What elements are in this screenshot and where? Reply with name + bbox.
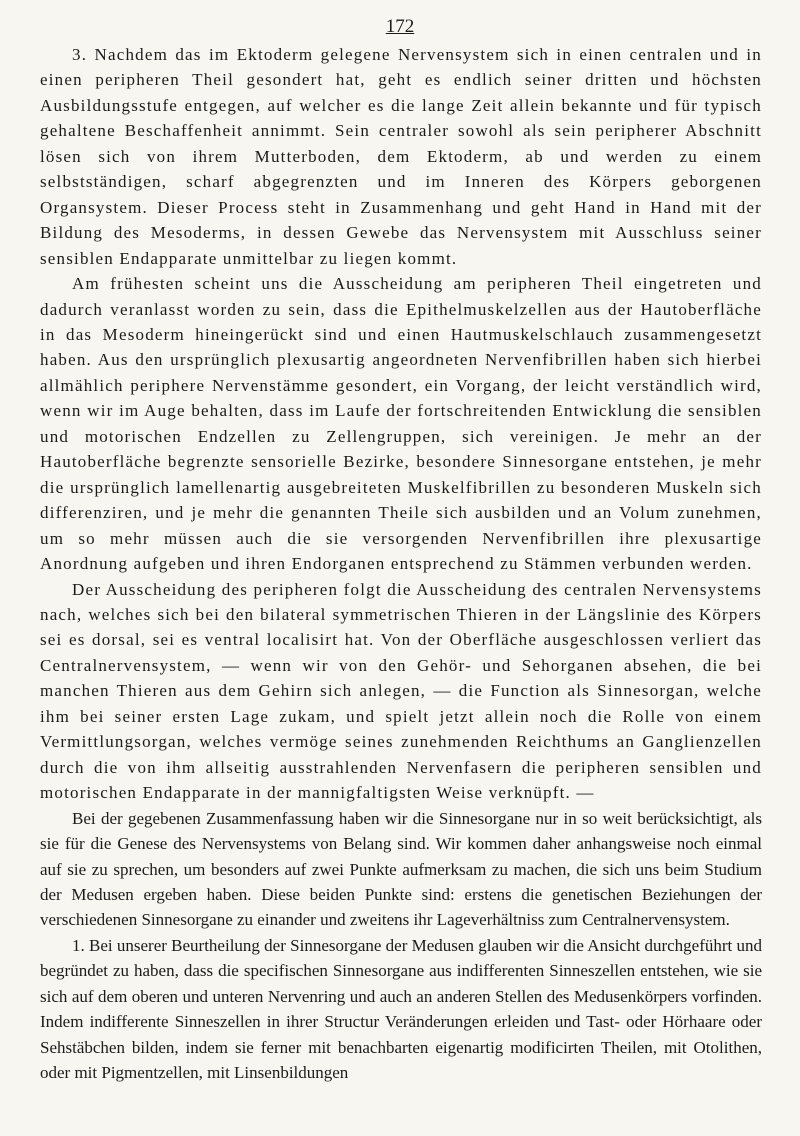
paragraph-central-separation: Der Ausscheidung des peripheren folgt die Ausscheidung des centralen Nervensystems nach, welches sich bei den bilateral symmetrischen Thieren in der Längslinie des Körpers sei es dorsal, sei es ventral localisirt hat. Von der Oberfläche ausgeschlossen verliert das Centralnervensystem, — wenn wir von den Gehör- und Sehorganen absehen, die bei manchen Thieren aus dem Gehirn sich anlegen, — die Function als Sinnesorgan, welche ihm bei seiner ersten Lage zukam, und spielt jetzt allein noch die Rolle von einem Vermittlungsorgan, welches vermöge seines zunehmenden Reichthums an Ganglienzellen durch die von ihm allseitig ausstrahlenden Nervenfasern die peripheren sensiblen und motorischen Endapparate in der mannigfaltigsten Weise verknüpft. — [40,579,762,803]
page-number: 172 [385,16,415,37]
paragraph-peripheral-separation: Am frühesten scheint uns die Ausscheidung am peripheren Theil eingetreten und dadurch veranlasst worden zu sein, dass die Epithelmuskelzellen aus der Hautoberfläche in das Mesoderm hineingerückt sind und einen Hautmuskelschlauch zusammengesetzt haben. Aus den ursprünglich plexusartig angeordneten Nervenfibrillen haben sich hierbei allmählich periphere Nervenstämme gesondert, ein Vorgang, der leicht verständlich wird, wenn wir im Auge behalten, dass im Laufe der fortschreitenden Entwicklung die sensiblen und motorischen Endzellen zu Zellengruppen, sich vereinigen. Je mehr an der Hautoberfläche begrenzte sensorielle Bezirke, besondere Sinnesorgane entstehen, je mehr die ursprünglich lamellenartig ausgebreiteten Muskelfibrillen zu besonderen Muskeln sich differenziren, und je mehr die genannten Theile sich ausbilden und an Volum zunehmen, um so mehr müssen auch die sie versorgenden Nervenfibrillen ihre plexusartige Anordnung aufgeben und ihren Endorganen entsprechend zu Stämmen verbunden werden. [40,274,762,574]
paragraph-nervous-system-third-stage: 3. Nachdem das im Ektoderm gelegene Nervensystem sich in einen centralen und in einen peripheren Theil gesondert hat, geht es endlich seiner dritten und höchsten Ausbildungsstufe entgegen, auf welcher es die lange Zeit allein bekannte und für typisch gehaltene Beschaffenheit annimmt. Sein centraler sowohl als sein peripherer Abschnitt lösen sich von ihrem Mutterboden, dem Ektoderm, ab und werden zu einem selbstständigen, scharf abgegrenzten und im Inneren des Körpers geborgenen Organsystem. Dieser Process steht in Zusammenhang und geht Hand in Hand mit der Bildung des Mesoderms, in dessen Gewebe das Nervensystem mit Ausschluss seiner sensiblen Endapparate unmittelbar zu liegen kommt. [40,45,762,268]
paragraph-medusa-sense-organs: 1. Bei unserer Beurtheilung der Sinnesorgane der Medusen glauben wir die Ansicht durchgeführt und begründet zu haben, dass die specifischen Sinnesorgane aus indifferenten Sinneszellen entstehen, wie sie sich auf dem oberen und unteren Nervenring und auch an anderen Stellen des Medusenkörpers vorfinden. Indem indifferente Sinneszellen in ihrer Structur Veränderungen erleiden und Tast- oder Hörhaare oder Sehstäbchen bilden, indem sie ferner mit benachbarten eigenartig modificirten Theilen, mit Otolithen, oder mit Pigmentzellen, mit Linsenbildungen [40,935,762,1083]
body-text [40,42,762,1086]
paragraph-sense-organs-summary: Bei der gegebenen Zusammenfassung haben wir die Sinnesorgane nur in so weit berücksichtigt, als sie für die Genese des Nervensystems von Belang sind. Wir kommen daher anhangsweise noch einmal auf sie zu sprechen, um besonders auf zwei Punkte aufmerksam zu machen, die sich uns beim Studium der Medusen ergeben haben. Diese beiden Punkte sind: erstens die genetischen Beziehungen der verschiedenen Sinnesorgane zu einander und zweitens ihr Lageverhältniss zum Centralnervensystem. [40,808,762,930]
